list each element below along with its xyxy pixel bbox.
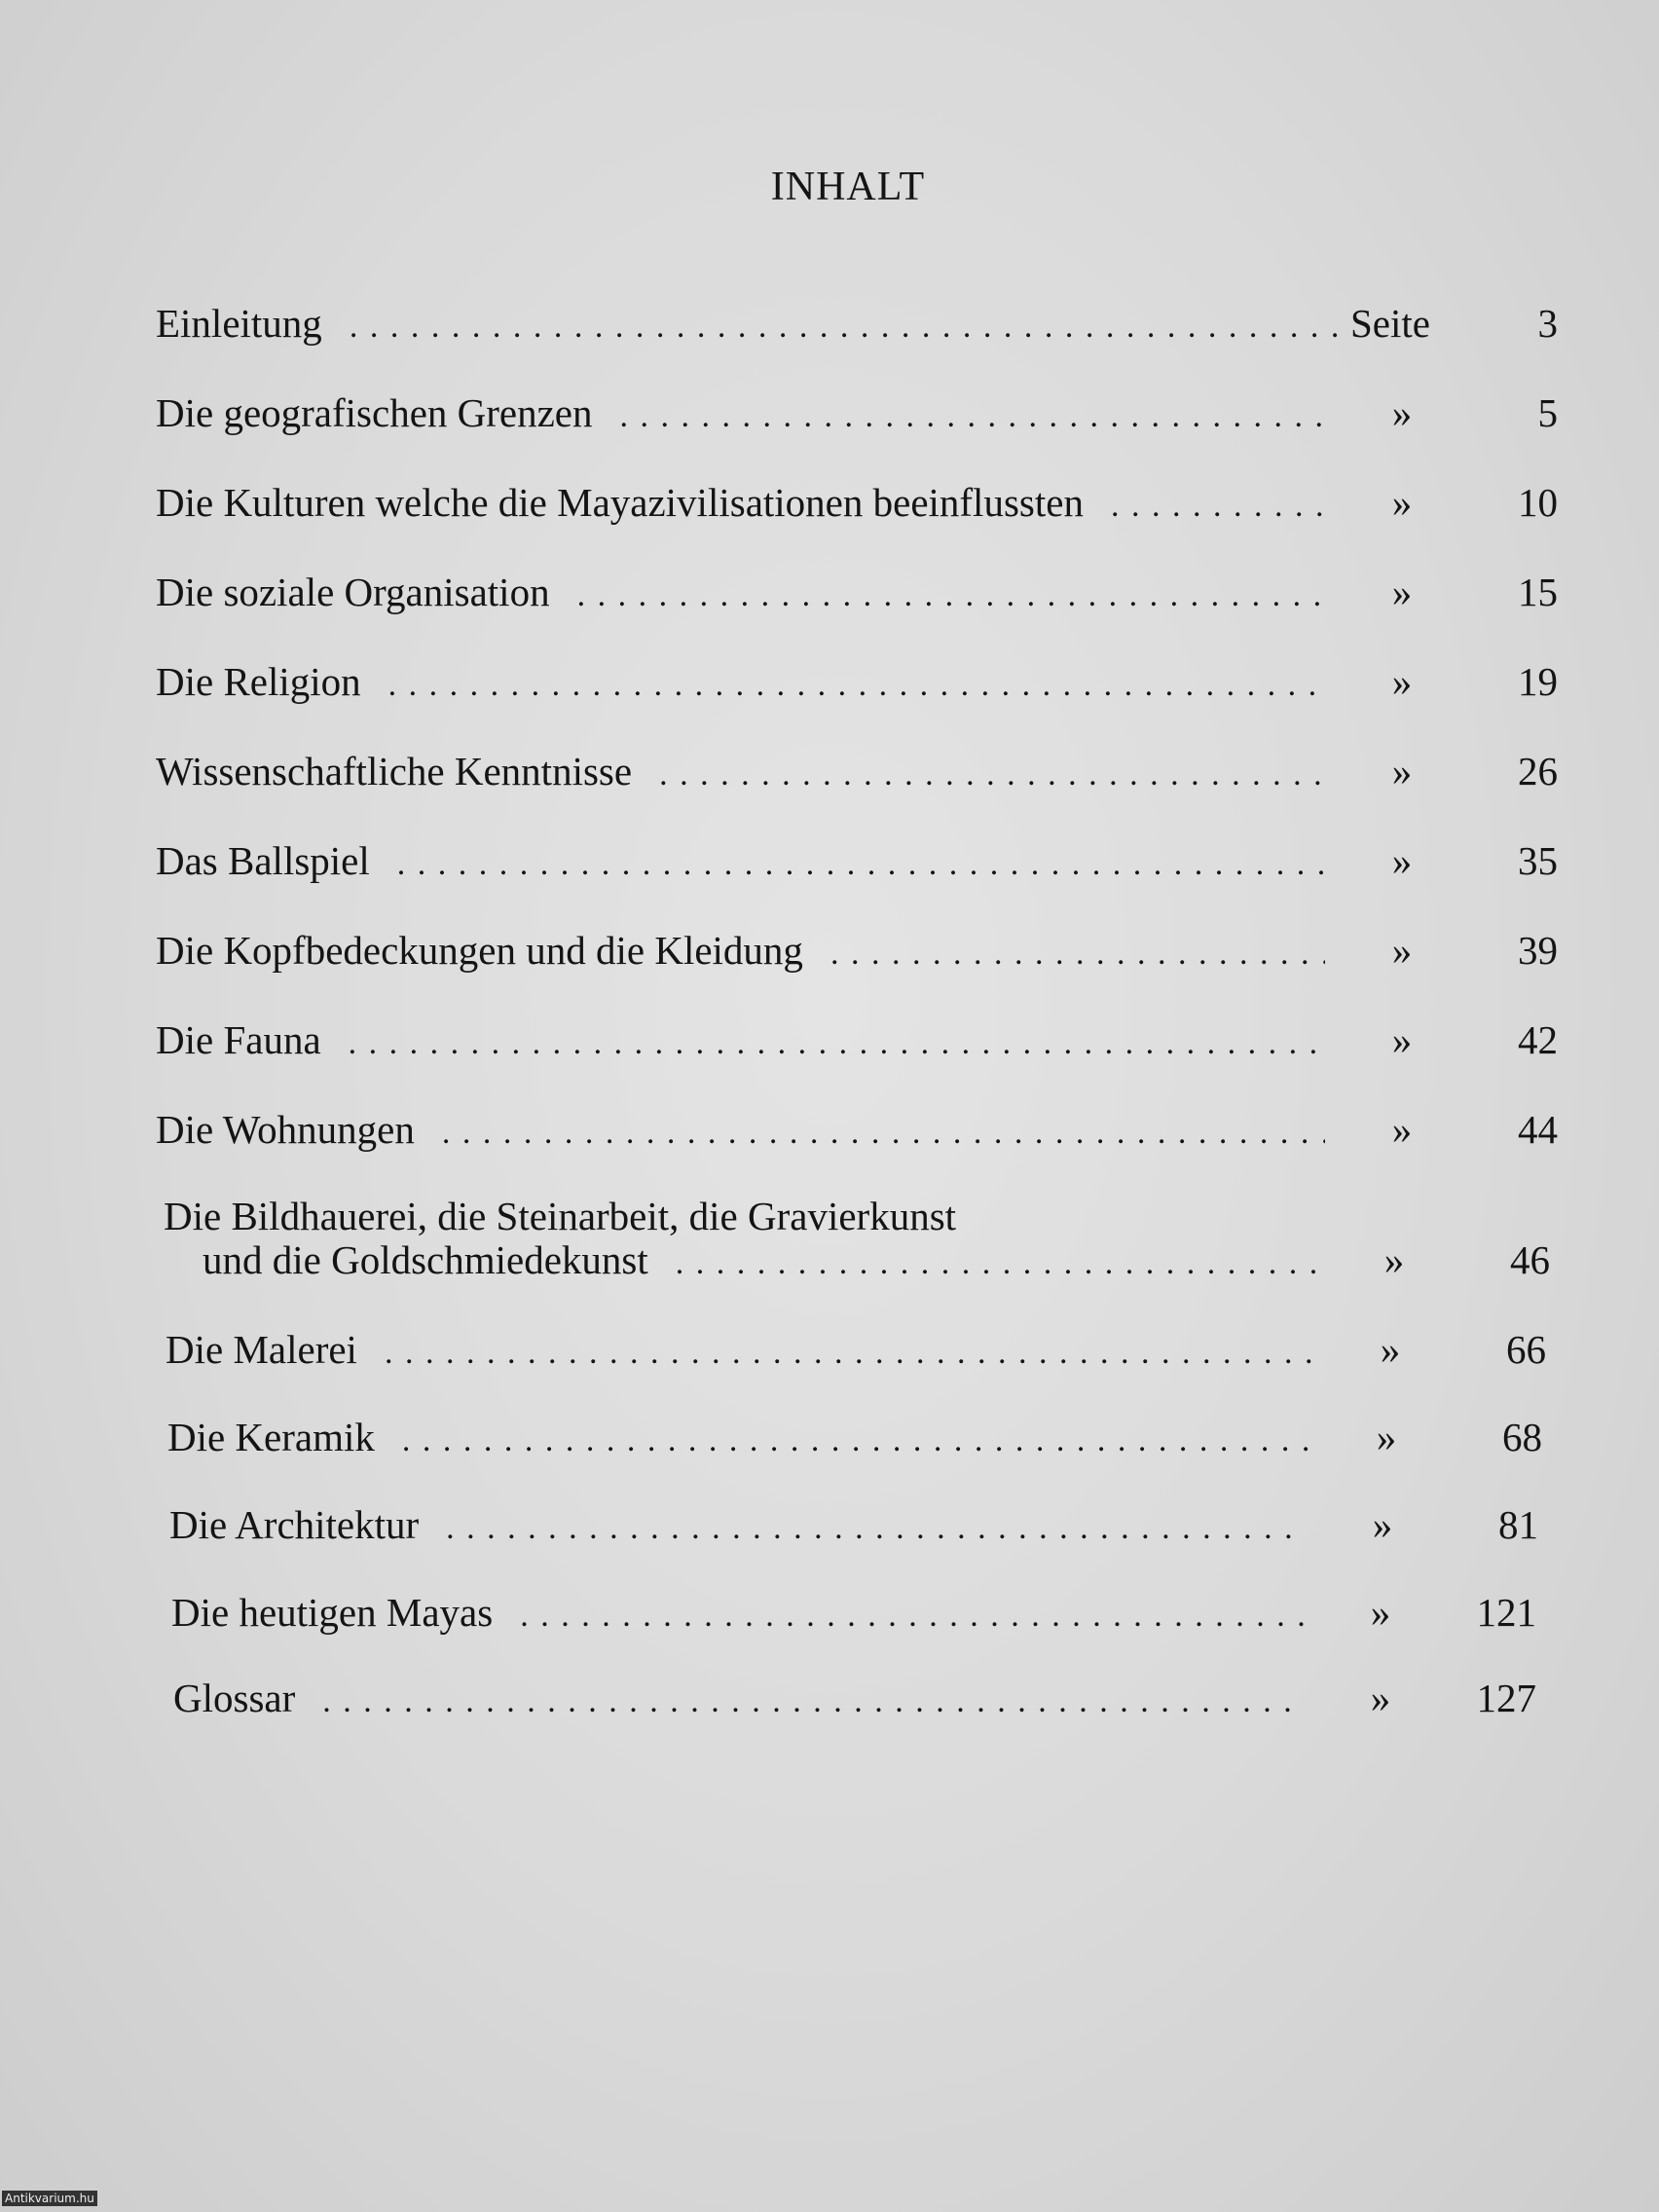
toc-entry bbox=[203, 1236, 1550, 1295]
toc-entry-label: Die Keramik bbox=[167, 1415, 375, 1459]
toc-entry bbox=[169, 1501, 1538, 1560]
page-title: INHALT bbox=[770, 165, 926, 209]
toc-entry bbox=[166, 1326, 1546, 1384]
toc-entry-page: 35 bbox=[1518, 838, 1558, 883]
dot-leader bbox=[402, 1422, 1309, 1459]
toc-entry-label: Die Kulturen welche die Mayazivilisationen beeinflussten bbox=[156, 480, 1084, 525]
toc-entry-page: 19 bbox=[1518, 659, 1558, 704]
toc-entry-page: 3 bbox=[1537, 301, 1558, 346]
toc-entry bbox=[156, 748, 1558, 806]
continuation-mark: » bbox=[1391, 1107, 1413, 1152]
toc-entry-label: Einleitung bbox=[156, 301, 322, 346]
dot-leader bbox=[322, 1683, 1304, 1720]
dot-leader bbox=[446, 1510, 1306, 1547]
dot-leader bbox=[350, 309, 1348, 346]
continuation-mark: » bbox=[1372, 1502, 1393, 1547]
continuation-mark: » bbox=[1383, 1237, 1405, 1282]
continuation-mark: » bbox=[1391, 480, 1413, 525]
toc-entry-label: Die Religion bbox=[156, 659, 361, 704]
dot-leader bbox=[385, 1335, 1313, 1372]
seite-label: Seite bbox=[1350, 301, 1430, 346]
toc-entry bbox=[156, 927, 1558, 985]
toc-entry-page: 46 bbox=[1510, 1237, 1550, 1282]
toc-entry-page: 66 bbox=[1506, 1327, 1546, 1372]
toc-entry-page: 81 bbox=[1498, 1502, 1538, 1547]
toc-entry bbox=[156, 1016, 1558, 1075]
toc-entry bbox=[156, 479, 1558, 537]
continuation-mark: » bbox=[1391, 570, 1413, 614]
toc-entry-page: 42 bbox=[1518, 1017, 1558, 1062]
toc-entry-page: 44 bbox=[1518, 1107, 1558, 1152]
toc-entry bbox=[156, 837, 1558, 896]
toc-entry-page: 15 bbox=[1518, 570, 1558, 614]
watermark: Antikvarium.hu bbox=[2, 2191, 97, 2206]
continuation-mark: » bbox=[1391, 659, 1413, 704]
continuation-mark: » bbox=[1376, 1415, 1397, 1459]
toc-entry-page: 68 bbox=[1502, 1415, 1542, 1459]
continuation-mark: » bbox=[1391, 749, 1413, 793]
toc-entry bbox=[173, 1675, 1536, 1733]
dot-leader bbox=[520, 1598, 1304, 1635]
dot-leader bbox=[442, 1115, 1325, 1152]
toc-entry bbox=[156, 658, 1558, 717]
toc-entry bbox=[156, 300, 1558, 358]
dot-leader bbox=[676, 1245, 1317, 1282]
dot-leader bbox=[397, 846, 1325, 883]
toc-entry-label: und die Goldschmiedekunst bbox=[203, 1237, 648, 1282]
dot-leader bbox=[388, 667, 1325, 704]
toc-entry-label: Die geografischen Grenzen bbox=[156, 390, 593, 435]
toc-entry-label: Die Wohnungen bbox=[156, 1107, 415, 1152]
toc-entry-label: Das Ballspiel bbox=[156, 838, 370, 883]
dot-leader bbox=[830, 936, 1325, 973]
toc-entry-page: 39 bbox=[1518, 928, 1558, 973]
toc-entry-page: 26 bbox=[1518, 749, 1558, 793]
toc-entry-page: 121 bbox=[1476, 1590, 1536, 1635]
continuation-mark: » bbox=[1391, 1017, 1413, 1062]
continuation-mark: » bbox=[1391, 838, 1413, 883]
toc-entry-page: 5 bbox=[1537, 390, 1558, 435]
toc-entry bbox=[171, 1589, 1536, 1647]
toc-entry-label: Die soziale Organisation bbox=[156, 570, 550, 614]
dot-leader bbox=[349, 1025, 1325, 1062]
toc-entry-label: Wissenschaftliche Kenntnisse bbox=[156, 749, 633, 793]
dot-leader bbox=[659, 756, 1325, 793]
toc-entry bbox=[167, 1414, 1542, 1472]
toc-entry-label: Die Malerei bbox=[166, 1327, 357, 1372]
toc-entry-page: 10 bbox=[1518, 480, 1558, 525]
toc-entry bbox=[156, 1106, 1558, 1164]
toc-entry bbox=[156, 569, 1558, 627]
continuation-mark: » bbox=[1370, 1676, 1391, 1720]
toc-entry bbox=[156, 389, 1558, 448]
continuation-mark: » bbox=[1391, 390, 1413, 435]
toc-entry-label: Die Fauna bbox=[156, 1017, 321, 1062]
continuation-mark: » bbox=[1391, 928, 1413, 973]
toc-entry-label: Glossar bbox=[173, 1676, 296, 1720]
toc-entry-label: Die heutigen Mayas bbox=[171, 1590, 494, 1635]
toc-entry-page: 127 bbox=[1476, 1676, 1536, 1720]
toc-entry-label: Die Kopfbedeckungen und die Kleidung bbox=[156, 928, 803, 973]
toc-entry-label-line1: Die Bildhauerei, die Steinarbeit, die Gravierkunst bbox=[164, 1194, 957, 1238]
toc-entry-label: Die Architektur bbox=[169, 1502, 420, 1547]
dot-leader bbox=[1111, 488, 1325, 525]
dot-leader bbox=[620, 398, 1326, 435]
dot-leader bbox=[577, 577, 1325, 614]
continuation-mark: » bbox=[1380, 1327, 1401, 1372]
continuation-mark: » bbox=[1370, 1590, 1391, 1635]
